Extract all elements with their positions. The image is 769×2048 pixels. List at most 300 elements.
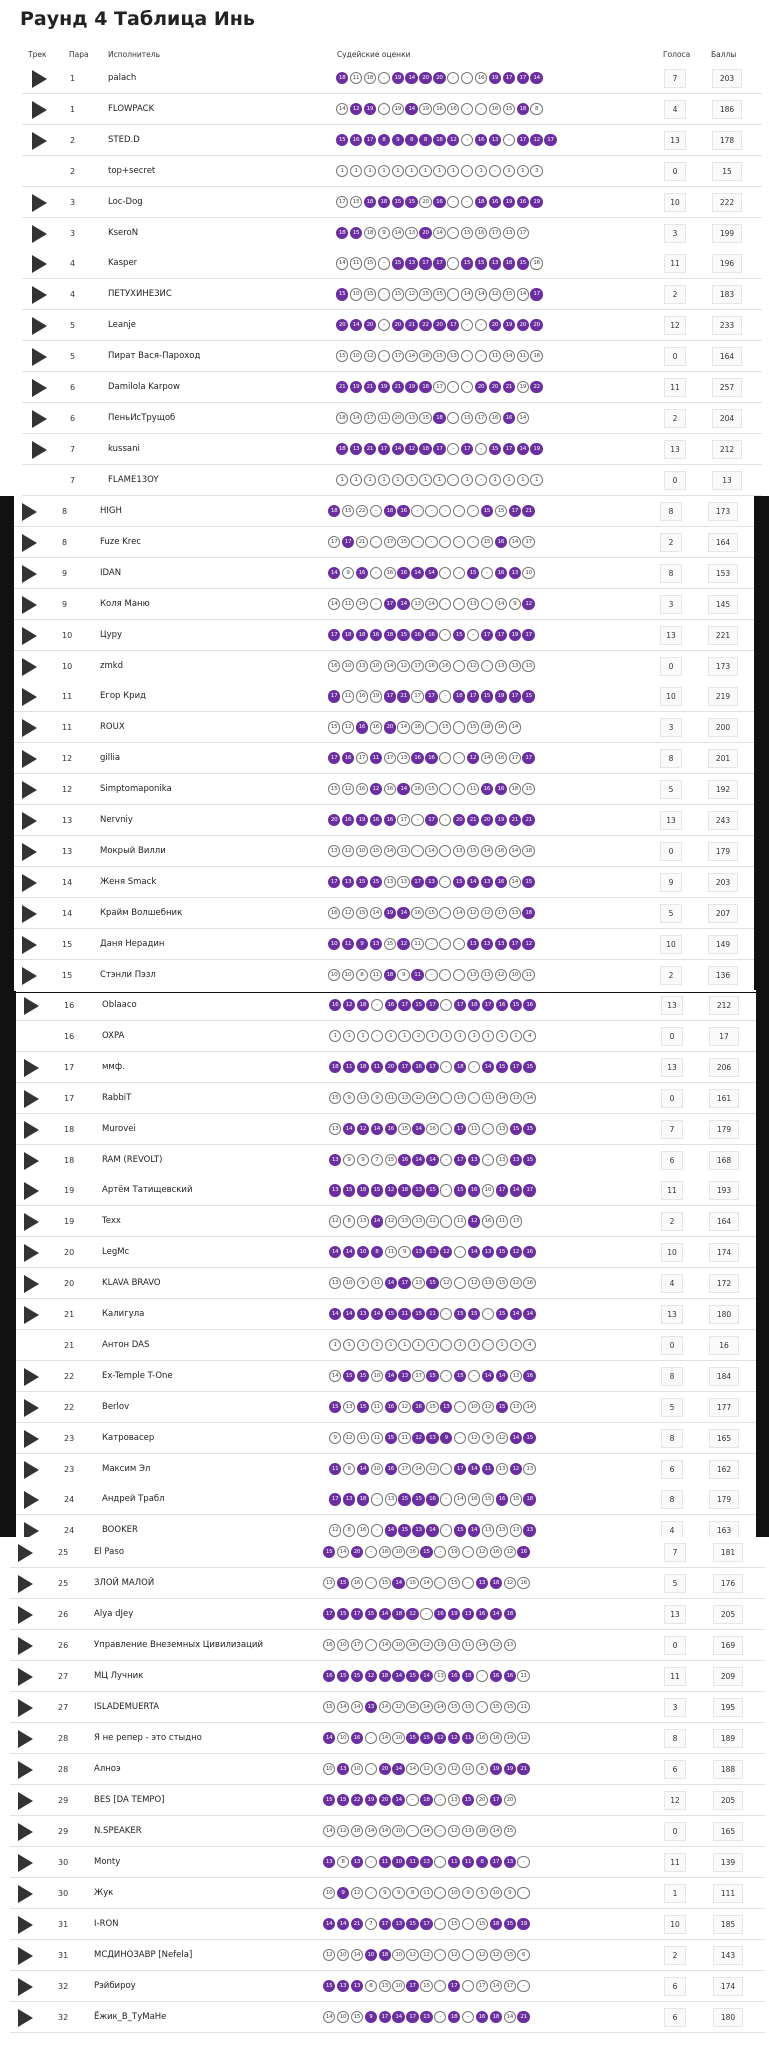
score-circle: - [467,536,479,548]
play-icon[interactable] [18,1854,33,1872]
score-circle: 14 [337,1918,349,1930]
score-circle: 13 [481,938,493,950]
points-total: 172 [709,1274,739,1293]
score-circle: 16 [489,196,501,208]
score-circle: 14 [371,1308,383,1320]
score-circle: 16 [495,721,507,733]
score-circle: 16 [379,1546,391,1558]
points-total: 165 [713,1822,743,1841]
play-icon[interactable] [22,843,37,861]
play-icon[interactable] [32,286,47,304]
score-circle: 14 [433,227,445,239]
votes-count: 7 [664,69,686,88]
score-circle: - [439,598,451,610]
votes-count: 8 [661,1429,683,1448]
score-circle: 21 [522,814,534,826]
score-circle: 11 [448,1856,460,1868]
judge-scores [323,1608,516,1621]
score-circle: 17 [454,1154,466,1166]
score-circle: 20 [384,721,396,733]
score-circle: 12 [530,134,542,146]
play-icon[interactable] [18,1823,33,1841]
table-row [16,1454,756,1485]
table-row [14,805,754,836]
artist-name: Пират Вася-Пароход [108,351,201,362]
score-circle: 17 [517,72,529,84]
artist-name: El Paso [94,1547,125,1557]
play-icon[interactable] [22,596,37,614]
score-circle: 13 [467,938,479,950]
score-circle: 10 [392,1856,404,1868]
score-circle: 17 [411,690,423,702]
play-icon[interactable] [24,1090,39,1108]
score-circle: 18 [509,783,521,795]
artist-name: Крайм Волшебник [100,907,183,918]
score-circle: 17 [522,629,534,641]
score-circle: 13 [412,1246,424,1258]
play-icon[interactable] [18,1730,33,1748]
points-total: 199 [712,224,742,243]
votes-count: 9 [660,873,682,892]
score-circle: 18 [475,196,487,208]
score-circle: 17 [481,629,493,641]
play-icon[interactable] [18,1916,33,1934]
play-icon[interactable] [22,688,37,706]
score-circle: 14 [476,1639,488,1651]
play-icon[interactable] [18,1544,33,1562]
score-circle: 11 [350,257,362,269]
score-circle: - [406,1794,418,1806]
score-circle: 15 [454,1370,466,1382]
play-icon[interactable] [18,1699,33,1717]
play-icon[interactable] [18,2009,33,2027]
score-circle: 16 [329,999,341,1011]
score-circle: 12 [329,1524,341,1536]
judge-scores [329,1184,536,1197]
score-circle: 14 [329,1370,341,1382]
score-circle: 15 [503,288,515,300]
judge-scores [328,907,535,920]
score-circle: 14 [517,443,529,455]
judge-scores [336,350,543,363]
score-circle: 14 [392,443,404,455]
play-icon[interactable] [22,658,37,676]
score-circle: 15 [397,629,409,641]
table-row [14,836,754,867]
points-total: 177 [709,1398,739,1417]
score-circle: 18 [378,196,390,208]
votes-count: 12 [664,316,686,335]
score-circle: 16 [448,1670,460,1682]
artist-name: I-RON [94,1919,119,1929]
score-circle: 20 [476,1794,488,1806]
score-circle: 13 [522,660,534,672]
play-icon[interactable] [32,132,47,150]
score-circle: 9 [440,1432,452,1444]
score-circle: - [476,1701,488,1713]
play-icon[interactable] [22,750,37,768]
play-icon[interactable] [18,1761,33,1779]
score-circle: 16 [412,1401,424,1413]
play-icon[interactable] [22,874,37,892]
score-circle: 21 [517,2011,529,2023]
artist-name: BOOKER [102,1525,138,1536]
table-row [16,1330,756,1361]
votes-count: 13 [661,1058,683,1077]
score-circle: 14 [412,1154,424,1166]
table-row [10,1940,765,1971]
score-circle: 15 [453,876,465,888]
score-circle: 1 [440,1030,452,1042]
points-total: 174 [713,1977,743,1996]
table-row [22,125,762,156]
judge-scores [336,381,543,394]
page-title: Раунд 4 Таблица Инь [20,8,255,30]
score-circle: - [440,1154,452,1166]
score-circle: 15 [351,2011,363,2023]
score-circle: - [476,1670,488,1682]
score-circle: 14 [392,227,404,239]
score-circle: 15 [337,1608,349,1620]
score-circle: 11 [522,969,534,981]
play-icon[interactable] [22,565,37,583]
score-circle: 16 [397,505,409,517]
score-circle: 12 [406,1608,418,1620]
score-circle: 9 [337,1887,349,1899]
score-circle: 15 [336,350,348,362]
score-circle: 14 [397,598,409,610]
score-circle: 8 [530,103,542,115]
play-icon[interactable] [22,967,37,985]
score-circle: 18 [342,629,354,641]
points-total: 243 [708,811,738,830]
score-circle: 11 [342,938,354,950]
artist-name: Oblaaco [102,1000,137,1010]
play-icon[interactable] [22,719,37,737]
play-icon[interactable] [24,1059,39,1077]
points-total: 162 [709,1460,739,1479]
score-circle: 18 [476,1825,488,1837]
play-icon[interactable] [32,410,47,428]
judge-scores [323,1856,530,1869]
table-row [16,990,756,1021]
score-circle: 11 [517,1670,529,1682]
artist-name: LegMc [102,1247,130,1258]
votes-count: 2 [664,1946,686,1965]
score-circle: 20 [385,1061,397,1073]
score-circle: 17 [509,752,521,764]
play-icon[interactable] [32,441,47,459]
score-circle: 15 [504,1825,516,1837]
score-circle: 16 [406,1639,418,1651]
votes-count: 3 [660,718,682,737]
score-circle: 15 [384,938,396,950]
pair-number: 7 [70,475,76,485]
score-circle: 15 [419,288,431,300]
play-icon[interactable] [24,1182,39,1200]
score-circle: 9 [342,567,354,579]
score-circle: 15 [504,1701,516,1713]
score-circle: 12 [447,134,459,146]
artist-name: palach [108,73,137,83]
play-icon[interactable] [24,1491,39,1509]
score-circle: 9 [356,938,368,950]
score-circle: 10 [337,1639,349,1651]
score-circle: 14 [379,1608,391,1620]
score-circle: 18 [522,907,534,919]
play-icon[interactable] [32,317,47,335]
pair-number: 6 [70,413,76,423]
play-icon[interactable] [32,255,47,273]
play-icon[interactable] [18,1668,33,1686]
play-icon[interactable] [22,627,37,645]
score-circle: 16 [384,814,396,826]
score-circle: 15 [454,1184,466,1196]
points-total: 180 [713,2008,743,2027]
score-circle: 10 [350,288,362,300]
score-circle: 14 [426,1092,438,1104]
score-circle: 8 [343,1215,355,1227]
artist-name: zmkd [100,660,124,671]
score-circle: 1 [489,474,501,486]
score-circle: 18 [419,443,431,455]
play-icon[interactable] [24,1121,39,1139]
score-circle: 12 [365,1670,377,1682]
score-circle: 14 [517,412,529,424]
table-row [16,1145,756,1176]
score-circle: 9 [365,2011,377,2023]
score-circle: - [467,629,479,641]
play-icon[interactable] [22,534,37,552]
judge-scores [323,1670,530,1683]
score-circle: 16 [411,907,423,919]
score-circle: 17 [397,814,409,826]
play-icon[interactable] [22,905,37,923]
play-icon[interactable] [24,1430,39,1448]
score-circle: 11 [411,938,423,950]
play-icon[interactable] [24,1213,39,1231]
score-circle: 15 [323,1546,335,1558]
score-circle: 11 [371,1277,383,1289]
play-icon[interactable] [18,1637,33,1655]
play-icon[interactable] [32,379,47,397]
score-circle: 16 [468,1493,480,1505]
play-icon[interactable] [18,1792,33,1810]
play-icon[interactable] [32,101,47,119]
score-circle: 14 [392,1794,404,1806]
score-circle: 10 [509,969,521,981]
score-circle: - [453,783,465,795]
play-icon[interactable] [32,194,47,212]
votes-count: 13 [664,131,686,150]
score-circle: 13 [467,598,479,610]
score-circle: - [440,1370,452,1382]
score-circle: 16 [517,1546,529,1558]
score-circle: 16 [504,1670,516,1682]
score-circle: 17 [420,1918,432,1930]
artist-name: N.SPEAKER [94,1826,142,1836]
play-icon[interactable] [24,1399,39,1417]
pair-number: 9 [62,599,68,609]
score-circle: 12 [397,660,409,672]
score-circle: - [453,660,465,672]
score-circle: 15 [357,1401,369,1413]
score-circle: 12 [350,103,362,115]
score-circle: 1 [517,165,529,177]
score-circle: 15 [405,196,417,208]
score-circle: 1 [343,1030,355,1042]
score-circle: 21 [503,381,515,393]
points-total: 173 [708,657,738,676]
score-circle: 16 [495,752,507,764]
score-circle: 18 [522,845,534,857]
play-icon[interactable] [22,812,37,830]
score-circle: 13 [462,1608,474,1620]
score-circle: 15 [461,412,473,424]
play-icon[interactable] [24,1152,39,1170]
score-circle: 11 [371,1432,383,1444]
score-circle: - [447,443,459,455]
score-circle: 15 [439,721,451,733]
score-circle: 16 [490,1670,502,1682]
artist-name: Simptomaponika [100,784,172,795]
play-icon[interactable] [24,1461,39,1479]
score-circle: 13 [412,1215,424,1227]
score-circle: 12 [337,1825,349,1837]
score-circle: 17 [467,690,479,702]
table-row [14,712,754,743]
score-circle: 14 [510,1432,522,1444]
score-circle: 12 [420,1763,432,1775]
pair-number: 13 [62,816,73,825]
score-circle: 19 [365,1794,377,1806]
score-circle: 10 [328,938,340,950]
play-icon[interactable] [18,1606,33,1624]
score-circle: 14 [523,1401,535,1413]
play-icon[interactable] [22,781,37,799]
score-circle: - [461,165,473,177]
score-circle: 12 [323,1949,335,1961]
votes-count: 10 [660,935,682,954]
artist-name: Даня Нерадин [100,938,165,949]
score-circle: 15 [426,1184,438,1196]
score-circle: 15 [510,1493,522,1505]
score-circle: 11 [385,1246,397,1258]
score-circle: 12 [420,1949,432,1961]
score-circle: 11 [482,1463,494,1475]
play-icon[interactable] [24,997,39,1015]
score-circle: 15 [522,876,534,888]
play-icon[interactable] [24,1244,39,1262]
play-icon[interactable] [18,1885,33,1903]
play-icon[interactable] [22,936,37,954]
votes-count: 8 [661,1367,683,1386]
score-circle: 12 [482,1401,494,1413]
score-circle: 13 [323,1856,335,1868]
pair-number: 21 [64,1340,75,1350]
score-circle: 20 [475,381,487,393]
score-circle: 14 [379,1732,391,1744]
score-circle: - [475,350,487,362]
score-circle: 12 [392,1701,404,1713]
score-circle: 17 [328,536,340,548]
score-circle: 17 [384,598,396,610]
pair-number: 11 [62,723,73,733]
judge-scores [328,938,535,951]
score-circle: 16 [356,721,368,733]
score-circle: 15 [398,1524,410,1536]
score-circle: 12 [397,938,409,950]
play-icon[interactable] [22,503,37,521]
score-circle: 9 [343,1463,355,1475]
play-icon[interactable] [24,1306,39,1324]
score-circle: - [439,629,451,641]
table-row [10,1754,765,1785]
play-icon[interactable] [24,1368,39,1386]
score-circle: - [439,907,451,919]
score-circle: - [482,1308,494,1320]
score-circle: 1 [350,474,362,486]
play-icon[interactable] [18,1575,33,1593]
score-circle: 14 [405,350,417,362]
score-circle: 20 [379,1794,391,1806]
pair-number: 3 [70,228,76,238]
artist-name: Loc-Dog [108,196,143,207]
score-circle: 1 [378,474,390,486]
play-icon[interactable] [24,1275,39,1293]
play-icon[interactable] [18,1947,33,1965]
score-circle: 14 [343,1308,355,1320]
score-circle: 14 [351,1949,363,1961]
score-circle: 15 [461,257,473,269]
score-circle: 13 [434,1639,446,1651]
score-circle: 15 [370,876,382,888]
play-icon[interactable] [32,348,47,366]
score-circle: 10 [392,1980,404,1992]
score-circle: 13 [411,598,423,610]
score-circle: 12 [342,907,354,919]
score-circle: 17 [392,350,404,362]
score-circle: 9 [398,1246,410,1258]
score-circle: 15 [406,1732,418,1744]
score-circle: 14 [509,721,521,733]
score-circle: 15 [392,257,404,269]
score-circle: - [439,783,451,795]
score-circle: 14 [371,1123,383,1135]
score-circle: 15 [370,845,382,857]
score-circle: - [434,1546,446,1558]
score-circle: 18 [433,134,445,146]
play-icon[interactable] [32,225,47,243]
segment-divider [0,992,769,993]
score-circle: 18 [364,196,376,208]
score-circle: 13 [509,567,521,579]
table-row [16,1361,756,1392]
artist-name: top+secret [108,165,156,176]
score-circle: - [503,134,515,146]
score-circle: 15 [336,288,348,300]
score-circle: 19 [378,381,390,393]
play-icon[interactable] [18,1978,33,1996]
score-circle: 11 [454,1215,466,1227]
artist-name: ПЕТУХИНЕЗИС [108,289,172,300]
score-circle: 15 [323,1794,335,1806]
score-circle: 11 [342,690,354,702]
score-circle: 10 [342,969,354,981]
play-icon[interactable] [32,70,47,88]
score-circle: - [365,1639,377,1651]
score-circle: - [440,1308,452,1320]
